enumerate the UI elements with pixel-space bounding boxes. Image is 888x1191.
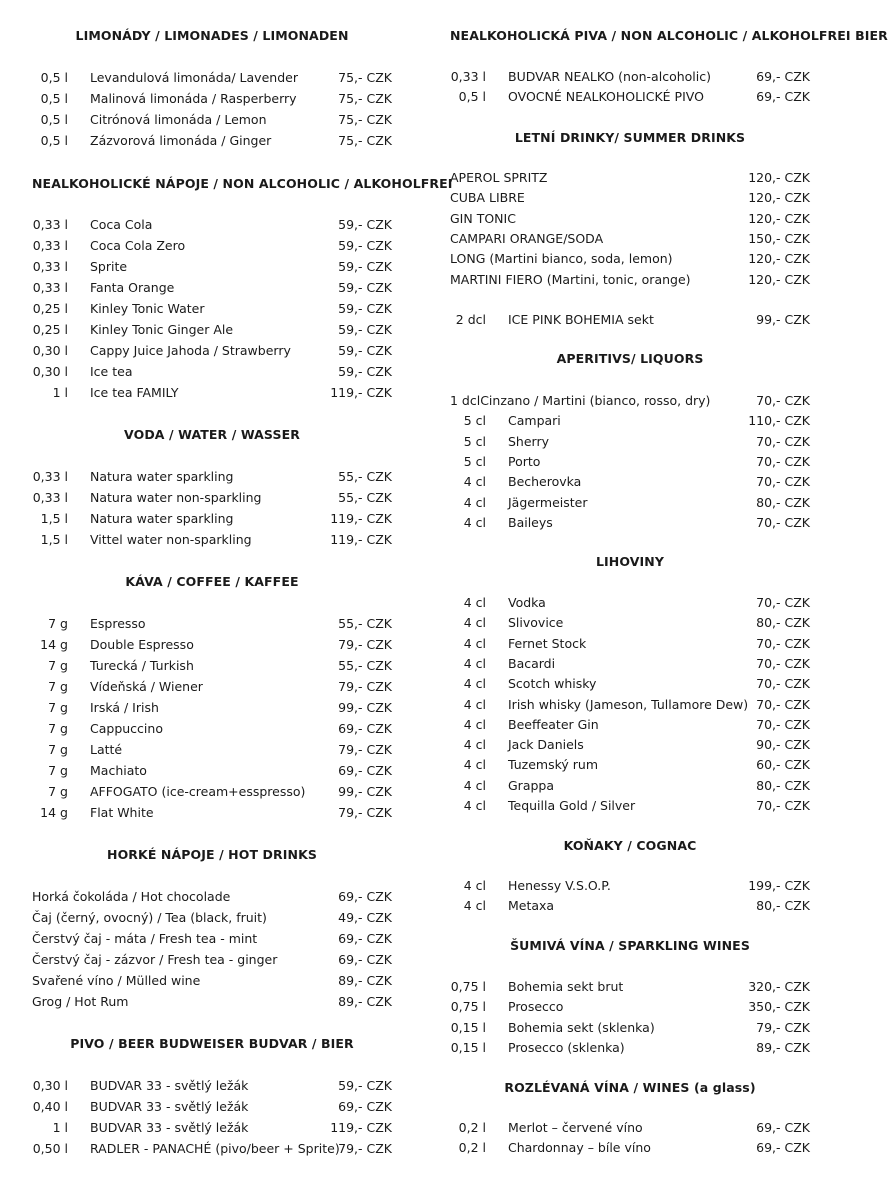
menu-item-quantity: 0,25 l <box>32 322 68 337</box>
menu-item-name: Coca Cola Zero <box>90 238 186 253</box>
menu-item <box>450 757 810 777</box>
menu-item-name: Turecká / Turkish <box>90 658 194 673</box>
menu-item-price: 69,- CZK <box>338 1099 392 1114</box>
menu-item <box>450 737 810 757</box>
menu-item <box>450 1140 810 1160</box>
menu-item-quantity: 0,30 l <box>32 364 68 379</box>
menu-item-price: 120,- CZK <box>748 251 810 267</box>
menu-item-quantity: 5 cl <box>463 453 486 469</box>
menu-item-name: Čaj (černý, ovocný) / Tea (black, fruit) <box>32 910 267 925</box>
menu-item-quantity: 0,75 l <box>450 999 486 1015</box>
menu-item <box>32 784 392 805</box>
menu-item <box>450 292 810 312</box>
menu-item-quantity: 4 cl <box>463 898 486 914</box>
menu-item-quantity: 0,15 l <box>450 1019 486 1035</box>
menu-item-name: Horká čokoláda / Hot chocolade <box>32 889 231 904</box>
menu-item-price: 70,- CZK <box>756 595 810 610</box>
menu-item-price: 89,- CZK <box>756 1039 810 1055</box>
menu-item-price: 70,- CZK <box>756 635 810 651</box>
menu-item-name: Kinley Tonic Water <box>90 301 205 316</box>
menu-item-quantity: 0,33 l <box>32 217 68 232</box>
menu-item-price: 69,- CZK <box>338 721 392 736</box>
menu-item-name: Espresso <box>90 616 146 631</box>
menu-item-quantity: 4 cl <box>463 474 486 490</box>
menu-item-name: Chardonnay – bíle víno <box>508 1140 651 1156</box>
menu-item-name: AFFOGATO (ice-cream+esspresso) <box>90 784 306 799</box>
menu-item-price: 119,- CZK <box>330 385 392 400</box>
menu-item-price: 79,- CZK <box>338 637 392 652</box>
menu-item-price: 99,- CZK <box>756 312 810 328</box>
menu-item <box>450 1120 810 1140</box>
menu-item-price: 69,- CZK <box>338 931 392 946</box>
menu-item <box>32 910 392 931</box>
menu-item <box>32 1099 392 1120</box>
menu-item <box>32 805 392 826</box>
menu-item-quantity: 1,5 l <box>40 511 68 526</box>
menu-item-name: Vodka <box>508 595 546 610</box>
menu-item-name: Citrónová limonáda / Lemon <box>90 112 267 127</box>
menu-item-name: Bohemia sekt brut <box>508 979 624 994</box>
menu-item-price: 69,- CZK <box>756 89 810 105</box>
menu-item-name: Jack Daniels <box>508 737 584 753</box>
menu-item-name: Bohemia sekt (sklenka) <box>508 1019 655 1035</box>
menu-item-price: 60,- CZK <box>756 757 810 773</box>
menu-item <box>32 217 392 238</box>
menu-item-quantity: 4 cl <box>463 655 486 671</box>
menu-item <box>32 259 392 280</box>
menu-item-quantity: 7 g <box>48 742 68 757</box>
menu-item-quantity: 0,2 l <box>458 1140 486 1156</box>
menu-item-price: 70,- CZK <box>756 676 810 692</box>
menu-item-name: APEROL SPRITZ <box>450 170 548 185</box>
menu-item <box>450 676 810 696</box>
menu-item-price: 59,- CZK <box>338 1078 392 1093</box>
menu-item-quantity: 0,25 l <box>32 301 68 316</box>
menu-item <box>450 999 810 1019</box>
menu-item <box>32 931 392 952</box>
menu-item-name: Henessy V.S.O.P. <box>508 878 611 893</box>
menu-item-name: Kinley Tonic Ginger Ale <box>90 322 234 337</box>
menu-item-price: 80,- CZK <box>756 898 810 914</box>
menu-item-name: Prosecco (sklenka) <box>508 1039 625 1055</box>
menu-item-quantity: 4 cl <box>463 696 486 712</box>
menu-item <box>32 70 392 91</box>
menu-item-price: 59,- CZK <box>338 322 392 337</box>
menu-item-name: Ice tea FAMILY <box>90 385 179 400</box>
menu-item-name: Double Espresso <box>90 637 194 652</box>
menu-item-price: 70,- CZK <box>756 696 810 712</box>
menu-item-name: Levandulová limonáda/ Lavender <box>90 70 298 85</box>
menu-item <box>450 190 810 210</box>
section-title-sumiva-vina-sparkling-wines: ŠUMIVÁ VÍNA / SPARKLING WINES <box>510 938 750 953</box>
menu-item-name: Svařené víno / Mülled wine <box>32 973 201 988</box>
section-title-voda-water-wasser: VODA / WATER / WASSER <box>124 427 300 442</box>
menu-item <box>450 251 810 271</box>
menu-item-price: 119,- CZK <box>330 511 392 526</box>
menu-item-name: Baileys <box>508 514 553 530</box>
menu-item-name: Grog / Hot Rum <box>32 994 129 1009</box>
menu-item-name: Čerstvý čaj - máta / Fresh tea - mint <box>32 931 258 946</box>
menu-item <box>32 238 392 259</box>
menu-item-price: 70,- CZK <box>756 514 810 530</box>
menu-item-price: 70,- CZK <box>756 433 810 449</box>
menu-item-name: Machiato <box>90 763 147 778</box>
menu-item <box>450 454 810 474</box>
section-title-aperitivs-liquors: APERITIVS/ LIQUORS <box>556 351 704 366</box>
menu-item <box>32 112 392 133</box>
menu-item-price: 120,- CZK <box>748 210 810 226</box>
menu-item-price: 70,- CZK <box>756 798 810 813</box>
menu-item-price: 59,- CZK <box>338 280 392 295</box>
section-title-letni-drinky-summer-drinks: LETNÍ DRINKY/ SUMMER DRINKS <box>514 130 746 145</box>
menu-item-name: Irish whisky (Jameson, Tullamore Dew) <box>508 696 749 712</box>
menu-item <box>32 511 392 532</box>
menu-item-name: OVOCNÉ NEALKOHOLICKÉ PIVO <box>508 89 704 105</box>
menu-item-quantity: 7 g <box>48 679 68 694</box>
menu-item <box>32 1120 392 1141</box>
menu-item <box>32 616 392 637</box>
menu-item-price: 70,- CZK <box>756 393 810 408</box>
menu-item-name: Bacardi <box>508 655 556 671</box>
menu-item-name: Porto <box>508 453 541 469</box>
menu-item <box>450 272 810 292</box>
menu-item <box>32 742 392 763</box>
menu-item-price: 110,- CZK <box>748 413 810 429</box>
menu-item-price: 80,- CZK <box>756 615 810 631</box>
menu-item-price: 59,- CZK <box>338 343 392 358</box>
menu-item-price: 69,- CZK <box>756 1120 810 1135</box>
menu-item-quantity: 2 dcl <box>455 312 486 328</box>
menu-item-price: 55,- CZK <box>338 616 392 631</box>
menu-item-quantity: 0,15 l <box>450 1039 486 1055</box>
menu-item-price: 79,- CZK <box>338 1141 392 1156</box>
menu-item-name: BUDVAR 33 - světlý ležák <box>90 1120 249 1135</box>
menu-item-quantity: 0,33 l <box>32 280 68 295</box>
menu-item <box>32 343 392 364</box>
menu-item-price: 69,- CZK <box>756 1140 810 1156</box>
menu-item-name: BUDVAR 33 - světlý ležák <box>90 1099 249 1114</box>
menu-item-quantity: 0,40 l <box>32 1099 68 1114</box>
menu-item-name: LONG (Martini bianco, soda, lemon) <box>450 251 673 267</box>
menu-item-name: CAMPARI ORANGE/SODA <box>450 230 604 246</box>
menu-item-quantity: 4 cl <box>463 716 486 732</box>
menu-item <box>32 301 392 322</box>
menu-item-price: 59,- CZK <box>338 301 392 316</box>
menu-item-price: 350,- CZK <box>748 999 810 1015</box>
menu-item-quantity: 0,5 l <box>40 70 68 85</box>
menu-item-price: 320,- CZK <box>748 979 810 994</box>
menu-item <box>450 231 810 251</box>
menu-item-price: 150,- CZK <box>748 230 810 246</box>
menu-item-name: Coca Cola <box>90 217 153 232</box>
menu-item-price: 49,- CZK <box>338 910 392 925</box>
menu-item-price: 70,- CZK <box>756 453 810 469</box>
menu-item-name: Sherry <box>508 433 550 449</box>
menu-item-quantity: 4 cl <box>463 676 486 692</box>
menu-item <box>32 721 392 742</box>
menu-item-quantity: 5 cl <box>463 413 486 429</box>
menu-item-quantity: 0,33 l <box>32 238 68 253</box>
menu-item-quantity: 0,30 l <box>32 343 68 358</box>
menu-item-name: Merlot – červené víno <box>508 1120 643 1135</box>
menu-item-quantity: 4 cl <box>463 798 486 813</box>
menu-item <box>450 979 810 999</box>
menu-item <box>32 952 392 973</box>
menu-item-name: Cappuccino <box>90 721 163 736</box>
menu-item-name: Becherovka <box>508 474 582 490</box>
menu-item-price: 59,- CZK <box>338 364 392 379</box>
menu-item-price: 70,- CZK <box>756 655 810 671</box>
menu-item-name: RADLER - PANACHÉ (pivo/beer + Sprite) <box>90 1141 340 1156</box>
menu-item-price: 120,- CZK <box>748 271 810 287</box>
menu-item-quantity: 4 cl <box>463 878 486 893</box>
menu-item <box>450 69 810 89</box>
menu-item-quantity: 4 cl <box>463 757 486 773</box>
menu-item-quantity: 7 g <box>48 784 68 799</box>
menu-item-quantity: 0,33 l <box>32 469 68 484</box>
menu-item <box>450 170 810 190</box>
menu-item-price: 69,- CZK <box>338 763 392 778</box>
menu-item-name: Ice tea <box>90 364 133 379</box>
menu-item <box>32 1078 392 1099</box>
menu-item-price: 55,- CZK <box>338 490 392 505</box>
menu-item-quantity: 0,50 l <box>32 1141 68 1156</box>
menu-item-price: 55,- CZK <box>338 658 392 673</box>
menu-item-quantity: 4 cl <box>463 595 486 610</box>
menu-item-name: MARTINI FIERO (Martini, tonic, orange) <box>450 271 691 287</box>
menu-item-quantity: 14 g <box>40 805 68 820</box>
menu-item-price: 75,- CZK <box>338 91 392 106</box>
menu-item-price: 79,- CZK <box>756 1019 810 1035</box>
section-title-horke-napoje-hot-drinks: HORKÉ NÁPOJE / HOT DRINKS <box>107 847 317 862</box>
menu-item <box>450 717 810 737</box>
menu-item-name: Sprite <box>90 259 128 274</box>
menu-item <box>450 413 810 433</box>
menu-item-name: BUDVAR 33 - světlý ležák <box>90 1078 249 1093</box>
menu-item <box>450 636 810 656</box>
menu-item-price: 69,- CZK <box>338 952 392 967</box>
menu-item-quantity: 14 g <box>40 637 68 652</box>
menu-item-quantity: 0,5 l <box>40 91 68 106</box>
menu-item-price: 70,- CZK <box>756 474 810 490</box>
menu-item-quantity: 7 g <box>48 763 68 778</box>
menu-item <box>32 322 392 343</box>
menu-item <box>32 385 392 406</box>
menu-item-name: Latté <box>90 742 123 757</box>
menu-item-name: GIN TONIC <box>450 210 516 226</box>
section-title-pivo-beer-budweiser-budvar-bier: PIVO / BEER BUDWEISER BUDVAR / BIER <box>70 1036 354 1051</box>
menu-item <box>450 393 810 413</box>
menu-item-price: 75,- CZK <box>338 112 392 127</box>
menu-item <box>32 889 392 910</box>
menu-item <box>450 798 810 818</box>
menu-item-price: 59,- CZK <box>338 238 392 253</box>
menu-item <box>32 532 392 553</box>
menu-item-name: 1 dclCinzano / Martini (bianco, rosso, dry) <box>450 393 711 408</box>
menu-item <box>450 312 810 332</box>
menu-item <box>450 474 810 494</box>
menu-item <box>32 490 392 511</box>
menu-item-name: Slivovice <box>508 615 564 631</box>
menu-item-quantity: 1 l <box>52 1120 68 1135</box>
menu-item <box>32 1141 392 1162</box>
menu-item <box>32 364 392 385</box>
section-title-nealkoholicka-piva-non-alcoholic-alkohol: NEALKOHOLICKÁ PIVA / NON ALCOHOLIC / ALKOHOLFREI BIER <box>450 28 888 43</box>
menu-item <box>32 994 392 1015</box>
menu-item-name: Natura water non-sparkling <box>90 490 262 505</box>
menu-item-name: BUDVAR NEALKO (non-alcoholic) <box>508 69 711 84</box>
menu-item-quantity: 4 cl <box>463 494 486 510</box>
menu-item-price: 80,- CZK <box>756 777 810 793</box>
menu-item-quantity: 5 cl <box>463 433 486 449</box>
menu-item-name: Metaxa <box>508 898 555 914</box>
menu-item <box>450 515 810 535</box>
menu-item <box>32 679 392 700</box>
menu-item-name: Campari <box>508 413 561 429</box>
menu-item-quantity: 4 cl <box>463 615 486 631</box>
menu-item-quantity: 4 cl <box>463 777 486 793</box>
menu-item <box>450 656 810 676</box>
menu-item-price: 79,- CZK <box>338 679 392 694</box>
menu-item-price: 69,- CZK <box>756 69 810 84</box>
section-title-limonady-limonades-limonaden: LIMONÁDY / LIMONADES / LIMONADEN <box>75 28 349 43</box>
menu-item-price: 119,- CZK <box>330 532 392 547</box>
menu-item-price: 90,- CZK <box>756 737 810 753</box>
menu-item-quantity: 1,5 l <box>40 532 68 547</box>
menu-item <box>450 1020 810 1040</box>
menu-item <box>32 658 392 679</box>
menu-item-name: Natura water sparkling <box>90 511 234 526</box>
menu-item-name: ICE PINK BOHEMIA sekt <box>508 312 654 328</box>
menu-item-name: Scotch whisky <box>508 676 597 692</box>
menu-item-price: 199,- CZK <box>748 878 810 893</box>
menu-item-price: 89,- CZK <box>338 994 392 1009</box>
menu-item-price: 59,- CZK <box>338 259 392 274</box>
menu-item-name: Fernet Stock <box>508 635 587 651</box>
menu-item-price: 75,- CZK <box>338 70 392 85</box>
menu-item <box>32 637 392 658</box>
menu-item-name: Flat White <box>90 805 154 820</box>
section-title-konaky-cognac: KOŇAKY / COGNAC <box>563 838 697 853</box>
menu-item-price: 99,- CZK <box>338 784 392 799</box>
menu-item <box>450 878 810 898</box>
menu-item-name: Irská / Irish <box>90 700 159 715</box>
menu-item-price: 120,- CZK <box>748 190 810 206</box>
menu-item-name: Malinová limonáda / Rasperberry <box>90 91 297 106</box>
menu-item-name: CUBA LIBRE <box>450 190 525 206</box>
menu-item <box>450 615 810 635</box>
menu-item-name: Grappa <box>508 777 555 793</box>
menu-item <box>32 700 392 721</box>
menu-item <box>450 211 810 231</box>
menu-item-quantity: 0,5 l <box>458 89 486 105</box>
menu-item-quantity: 4 cl <box>463 737 486 753</box>
menu-item-name: Tequilla Gold / Silver <box>508 798 636 813</box>
menu-item-price: 80,- CZK <box>756 494 810 510</box>
menu-item-quantity: 7 g <box>48 721 68 736</box>
menu-item-quantity: 1 l <box>52 385 68 400</box>
menu-item-name: Natura water sparkling <box>90 469 234 484</box>
menu-item-quantity: 0,33 l <box>32 490 68 505</box>
menu-item-price: 120,- CZK <box>748 170 810 185</box>
menu-item <box>32 280 392 301</box>
menu-item-price: 79,- CZK <box>338 805 392 820</box>
menu-item <box>32 763 392 784</box>
menu-item <box>32 91 392 112</box>
menu-item <box>32 469 392 490</box>
menu-item <box>450 595 810 615</box>
menu-item-quantity: 7 g <box>48 658 68 673</box>
menu-item-price: 55,- CZK <box>338 469 392 484</box>
menu-item <box>450 1040 810 1060</box>
menu-item-name: Vídeňská / Wiener <box>90 679 203 694</box>
menu-item-quantity: 0,5 l <box>40 112 68 127</box>
menu-item <box>450 89 810 109</box>
menu-item-quantity: 0,33 l <box>450 69 486 84</box>
menu-item-name: Jägermeister <box>508 494 588 510</box>
menu-item <box>450 697 810 717</box>
menu-item-name: Beeffeater Gin <box>508 716 599 732</box>
menu-item-quantity: 0,33 l <box>32 259 68 274</box>
menu-item-price: 99,- CZK <box>338 700 392 715</box>
menu-item-price: 75,- CZK <box>338 133 392 148</box>
menu-item-price: 119,- CZK <box>330 1120 392 1135</box>
menu-item-quantity: 7 g <box>48 616 68 631</box>
menu-item-quantity: 0,5 l <box>40 133 68 148</box>
section-title-rozlevana-vina-wines-a-glass: ROZLÉVANÁ VÍNA / WINES (a glass) <box>504 1080 756 1095</box>
menu-item <box>450 778 810 798</box>
menu-item-name: Prosecco <box>508 999 564 1015</box>
menu-item-price: 69,- CZK <box>338 889 392 904</box>
menu-item <box>450 495 810 515</box>
menu-item <box>450 898 810 918</box>
menu-item-price: 89,- CZK <box>338 973 392 988</box>
section-title-kava-coffee-kaffee: KÁVA / COFFEE / KAFFEE <box>125 574 299 589</box>
menu-item-quantity: 7 g <box>48 700 68 715</box>
menu-item <box>32 133 392 154</box>
menu-item-quantity: 4 cl <box>463 514 486 530</box>
section-title-nealkoholicke-napoje-non-alcoholic-alkoh: NEALKOHOLICKÉ NÁPOJE / NON ALCOHOLIC / ALKOHOLFREI <box>32 176 453 191</box>
menu-item-name: Čerstvý čaj - zázvor / Fresh tea - ginger <box>32 952 278 967</box>
menu-item-name: Fanta Orange <box>90 280 175 295</box>
menu-item-quantity: 0,30 l <box>32 1078 68 1093</box>
menu-item-quantity: 4 cl <box>463 635 486 651</box>
menu-item-name: Cappy Juice Jahoda / Strawberry <box>90 343 291 358</box>
menu-item <box>450 434 810 454</box>
menu-item-price: 79,- CZK <box>338 742 392 757</box>
menu-item-name: Tuzemský rum <box>508 757 599 773</box>
menu-item-price: 59,- CZK <box>338 217 392 232</box>
menu-item-quantity: 0,75 l <box>450 979 486 994</box>
menu-item-name: Zázvorová limonáda / Ginger <box>90 133 272 148</box>
menu-item-quantity: 0,2 l <box>458 1120 486 1135</box>
menu-item <box>32 973 392 994</box>
menu-item-name: Vittel water non-sparkling <box>90 532 252 547</box>
section-title-lihoviny: LIHOVINY <box>595 554 664 569</box>
menu-item-price: 70,- CZK <box>756 716 810 732</box>
